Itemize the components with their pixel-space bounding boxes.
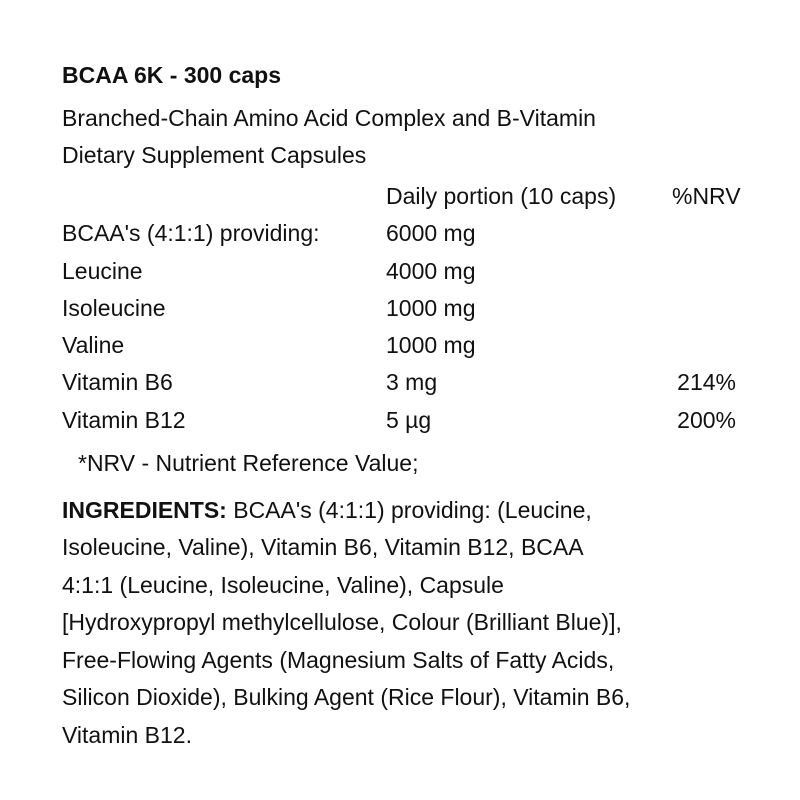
description-line-1: Branched-Chain Amino Acid Complex and B-Vitamin: [62, 105, 596, 131]
table-row-vitamin-b12-name: Vitamin B12: [62, 406, 186, 433]
table-header-nrv: %NRV: [672, 183, 741, 209]
table-row-valine-nrv: [672, 327, 752, 364]
table-row-leucine-nrv: [672, 253, 752, 290]
product-title: BCAA 6K - 300 caps: [62, 62, 282, 88]
table-row-valine-amount: 1000 mg: [386, 332, 476, 359]
ingredients-line-4: [Hydroxypropyl methylcellulose, Colour (Brilliant Blue)],: [62, 609, 622, 636]
table-row-isoleucine-nrv: [672, 290, 752, 327]
product-description: [62, 100, 762, 174]
ingredients-line-2: Isoleucine, Valine), Vitamin B6, Vitamin B12, BCAA: [62, 534, 584, 561]
table-row-leucine-amount: 4000 mg: [386, 257, 476, 284]
ingredients-line-1: [62, 492, 762, 529]
table-row-vitamin-b6-name: Vitamin B6: [62, 369, 173, 396]
nrv-footnote: *NRV - Nutrient Reference Value;: [78, 450, 419, 477]
table-row-bcaa-amount: 6000 mg: [386, 220, 476, 247]
table-row-isoleucine-name: Isoleucine: [62, 294, 166, 321]
table-row-bcaa-name: BCAA's (4:1:1) providing:: [62, 220, 320, 247]
table-row-valine-name: Valine: [62, 332, 125, 359]
description-line-2: Dietary Supplement Capsules: [62, 142, 367, 168]
nutrition-table: [62, 178, 762, 439]
ingredients-label: INGREDIENTS:: [62, 497, 227, 524]
table-row-vitamin-b6-amount: 3 mg: [386, 369, 438, 396]
ingredients-line-3: 4:1:1 (Leucine, Isoleucine, Valine), Capsule: [62, 571, 504, 598]
supplement-label-document: [62, 60, 762, 754]
table-row-leucine-name: Leucine: [62, 257, 143, 284]
table-header-name: [62, 178, 386, 215]
table-row-vitamin-b12-amount: 5 µg: [386, 406, 432, 433]
table-header-amount: Daily portion (10 caps): [386, 183, 617, 209]
ingredients-line-5: Free-Flowing Agents (Magnesium Salts of Fatty Acids,: [62, 646, 615, 673]
table-row-bcaa-nrv: [672, 215, 752, 252]
table-row-vitamin-b6-nrv: 214%: [677, 369, 736, 396]
ingredients-text-1: BCAA's (4:1:1) providing: (Leucine,: [226, 497, 592, 524]
ingredients-section: [62, 492, 762, 754]
table-row-vitamin-b12-nrv: 200%: [677, 406, 736, 433]
table-row-isoleucine-amount: 1000 mg: [386, 294, 476, 321]
ingredients-line-6: Silicon Dioxide), Bulking Agent (Rice Flour), Vitamin B6,: [62, 684, 631, 711]
ingredients-line-7: Vitamin B12.: [62, 721, 192, 748]
